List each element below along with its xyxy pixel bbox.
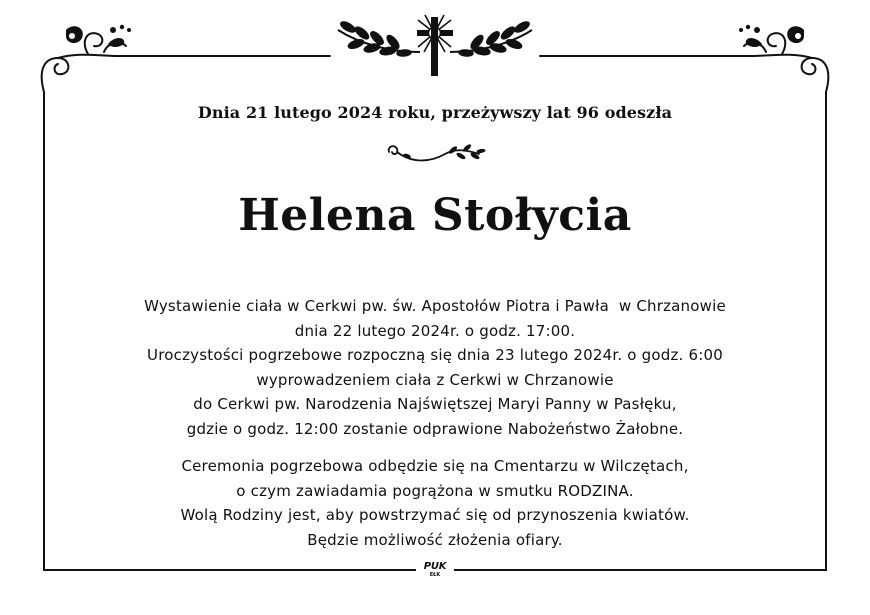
body-line: Wolą Rodziny jest, aby powstrzymać się od przynoszenia kwiatów. xyxy=(180,506,690,524)
body-line: wyprowadzeniem ciała z Cerkwi w Chrzanowie xyxy=(256,370,614,389)
top-ornament xyxy=(0,0,870,100)
body-line: Będzie możliwość złożenia ofiary. xyxy=(307,530,563,549)
cross-icon xyxy=(417,15,453,76)
body-line: o czym zawiadamia pogrążona w smutku RODZINA. xyxy=(236,481,634,500)
logo-sub-text: EŁK xyxy=(429,572,441,578)
body-line: Wystawienie ciała w Cerkwi pw. św. Apostołów Piotra i Pawła w Chrzanowie xyxy=(144,297,726,315)
flourish-corner-left-icon xyxy=(42,33,330,92)
puk-logo xyxy=(416,561,454,581)
leaf-swirl-divider-icon xyxy=(383,142,487,166)
laurel-left-icon xyxy=(338,20,420,57)
laurel-right-icon xyxy=(450,20,532,57)
flourish-corner-right-detail xyxy=(739,25,804,47)
flourish-corner-right-icon xyxy=(540,33,828,92)
body-line: Uroczystości pogrzebowe rozpoczną się dnia 23 lutego 2024r. o godz. 6:00 xyxy=(147,346,723,364)
body-line: Ceremonia pogrzebowa odbędzie się na Cmentarzu w Wilczętach, xyxy=(181,457,689,475)
deceased-name: Helena Stołycia xyxy=(238,190,632,241)
body-line: do Cerkwi pw. Narodzenia Najświętszej Maryi Panny w Pasłęku, xyxy=(193,395,677,413)
body-line: gdzie o godz. 12:00 zostanie odprawione Nabożeństwo Żałobne. xyxy=(186,419,684,438)
body-line: dnia 22 lutego 2024r. o godz. 17:00. xyxy=(294,321,576,340)
paragraph-gap xyxy=(60,441,810,454)
flourish-corner-left-detail xyxy=(66,25,131,47)
announcement-body xyxy=(60,294,810,552)
logo-main-text: PUK xyxy=(423,561,447,572)
death-date-headline: Dnia 21 lutego 2024 roku, przeżywszy lat 96 odeszła xyxy=(197,103,673,122)
